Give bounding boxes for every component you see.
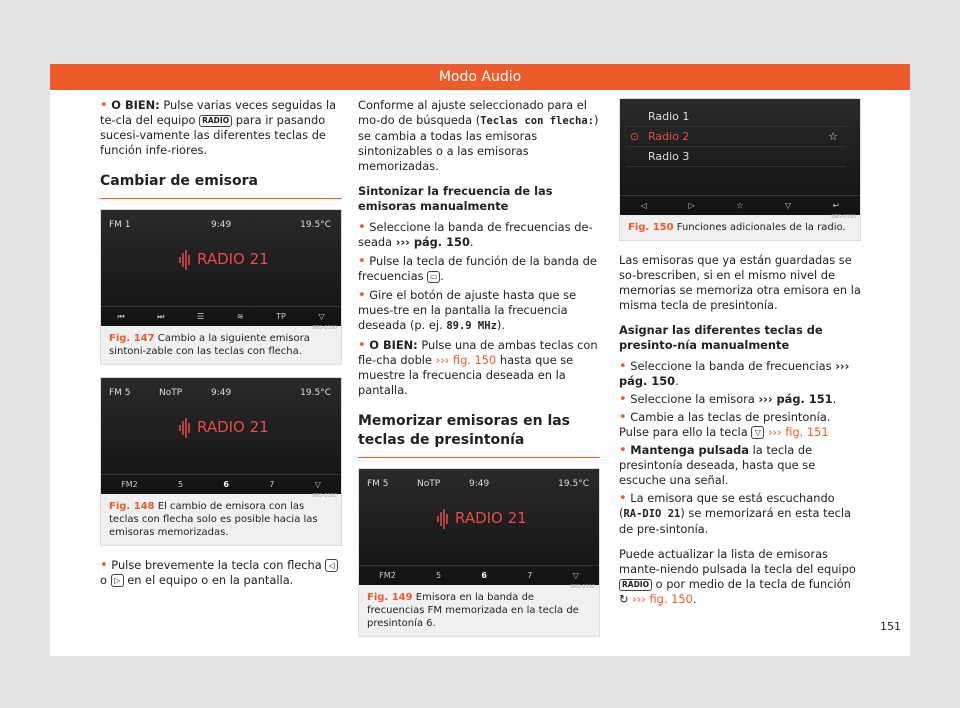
page-ref: ››› pág. 150 <box>395 235 470 249</box>
figure-ref: ››› fig. 150 <box>435 353 497 367</box>
text: hasta que se muestre la frecuencia deseada en la pantalla. <box>358 353 574 397</box>
bullet: • <box>619 443 627 458</box>
paragraph <box>100 558 342 588</box>
page-header: Modo Audio <box>50 64 910 90</box>
preset-label: 7 <box>269 480 275 489</box>
column-2 <box>358 98 600 649</box>
mono-text: 89.9 MHz <box>446 320 497 332</box>
band-label: FM 5 <box>367 479 389 489</box>
text: . <box>469 235 474 249</box>
radio-screen <box>101 378 341 499</box>
station-name: RADIO 21 <box>197 250 269 268</box>
page-ref: ››› pág. 151 <box>758 392 833 406</box>
function-bar <box>101 306 341 326</box>
caption-text: Emisora en la banda de frecuencias FM memorizada en la tecla de presintonía 6. <box>367 592 579 629</box>
chevron-down-icon: ▽ <box>318 312 325 321</box>
bullet: • <box>619 392 627 407</box>
paragraph <box>358 98 600 174</box>
preset-bar <box>101 474 341 494</box>
bullet: • <box>619 491 627 506</box>
figure-code: BRS-0192 <box>312 493 337 499</box>
subheading: Sintonizar la frecuencia de las emisoras manualmente <box>358 184 553 213</box>
bullet: • <box>358 220 366 235</box>
text: Pulse brevemente la tecla con flecha <box>111 558 326 572</box>
bullet: • <box>619 410 627 425</box>
text: . <box>675 374 679 388</box>
station-list <box>626 107 846 167</box>
text: para ir pasando sucesi-vamente las diferentes teclas de función infe-riores. <box>100 113 326 157</box>
bullet: • <box>619 359 627 374</box>
figure-caption <box>359 585 599 636</box>
mono-text: Teclas con flecha: <box>480 115 594 127</box>
figure-code: BRS-0193 <box>831 214 856 220</box>
text: la tecla de presintonía deseada, hasta que se escuche una señal. <box>619 443 816 487</box>
skip-forward-icon: ⏭ <box>157 312 165 321</box>
band-label: FM 1 <box>109 220 131 230</box>
waveform-icon <box>437 509 449 529</box>
preset-label: FM2 <box>379 571 396 580</box>
star-icon: ☆ <box>828 130 838 143</box>
notp-label: NoTP <box>417 479 441 489</box>
caption-text: Cambio a la siguiente emisora sintoni-zable con las teclas con flecha. <box>109 333 310 357</box>
arrow-left-icon: ◁ <box>640 201 647 210</box>
radio-screen <box>101 210 341 331</box>
paragraph <box>619 547 861 607</box>
figure-149 <box>358 468 600 637</box>
preset-label: 5 <box>436 571 442 580</box>
figure-label: Fig. 148 <box>109 501 155 512</box>
chevron-down-icon: ▽ <box>784 201 791 210</box>
figure-code: BRS-0190 <box>312 325 337 331</box>
paragraph: Las emisoras que ya están guardadas se so-brescriben, si en el mismo nivel de memorias se memoriza otra emisora en la misma tecla de presintonía. <box>619 253 861 312</box>
subheading: Asignar las diferentes teclas de presinto-nía manualmente <box>619 323 823 352</box>
back-icon: ↩ <box>832 201 840 210</box>
text: ) se cambia a todas las emisoras sintonizables o a las emisoras memorizadas. <box>358 113 599 173</box>
bullet: • <box>358 254 366 269</box>
page-ref: ››› pág. 150 <box>619 359 850 388</box>
preset-label: 5 <box>178 480 184 489</box>
arrow-right-icon: ▷ <box>111 574 124 587</box>
bullet-item <box>358 220 600 250</box>
radio-list-screen <box>620 99 860 220</box>
arrow-left-icon: ◁ <box>325 559 338 572</box>
text: en el equipo o en la pantalla. <box>123 573 294 587</box>
station-name: RADIO 21 <box>197 418 269 436</box>
column-1 <box>100 98 342 598</box>
chevron-down-icon: ▽ <box>314 480 321 489</box>
figure-caption <box>620 215 860 240</box>
radio-key: RADIO <box>619 579 652 591</box>
text: Puede actualizar la lista de emisoras mante-niendo pulsada la tecla del equipo <box>619 547 856 576</box>
figure-ref: ››› fig. 151 <box>767 425 829 439</box>
text: Gire el botón de ajuste hasta que se mues-tre en la pantalla la frecuencia deseada (p. ej. <box>358 288 577 332</box>
preset-label: 6 <box>223 480 229 489</box>
text: ) se memorizará en esta tecla de pre-sintonía. <box>619 506 851 536</box>
text: Cambie a las teclas de presintonía. Pulse para ello la tecla <box>619 410 831 439</box>
text: Seleccione la emisora <box>630 392 759 406</box>
chevron-down-icon: ▽ <box>572 571 579 580</box>
bullet: • <box>100 98 108 113</box>
waveform-icon <box>179 250 191 270</box>
time-label: 9:49 <box>469 479 490 489</box>
radio-key: RADIO <box>199 115 232 127</box>
caption-text: Funciones adicionales de la radio. <box>676 222 846 233</box>
temperature-label: 19.5°C <box>300 220 331 230</box>
play-icon: ⊙ <box>630 130 640 143</box>
radio-screen <box>359 469 599 590</box>
manual-page <box>50 64 910 656</box>
figure-ref: ››› fig. 150 <box>632 592 693 606</box>
star-icon: ☆ <box>736 201 744 210</box>
bullet: • <box>358 338 366 353</box>
preset-label: 6 <box>481 571 487 580</box>
column-3 <box>619 98 861 617</box>
preset-label: FM2 <box>121 480 138 489</box>
band-key-icon: ▭ <box>427 271 440 283</box>
text: o <box>100 573 111 587</box>
figure-caption <box>101 494 341 545</box>
figure-label: Fig. 147 <box>109 333 155 344</box>
station-label: Radio 1 <box>648 110 690 123</box>
station-label: Radio 3 <box>648 150 690 163</box>
list-item <box>626 127 846 147</box>
preset-bar <box>359 565 599 585</box>
bullet: • <box>358 288 366 303</box>
text: Seleccione la banda de frecuencias de-seada <box>358 220 593 249</box>
text: Pulse varias veces seguidas la te-cla del equipo <box>100 98 337 127</box>
waveform-icon <box>179 418 191 438</box>
arrow-right-icon: ▷ <box>688 201 695 210</box>
text: o por medio de la tecla de función <box>651 577 851 591</box>
function-bar <box>620 195 860 215</box>
skip-back-icon: ⏮ <box>117 312 125 321</box>
list-item <box>626 107 846 127</box>
text: . <box>692 592 697 606</box>
bullet-item <box>358 288 600 334</box>
station-label: Radio 2 <box>648 130 690 143</box>
bullet-item <box>619 392 861 407</box>
figure-label: Fig. 150 <box>628 222 674 233</box>
bullet-item <box>619 491 861 537</box>
figure-code: BRS-0192 <box>570 584 595 590</box>
time-label: 9:49 <box>211 388 232 398</box>
time-label: 9:49 <box>211 220 232 230</box>
chevron-down-icon: ▽ <box>751 426 764 439</box>
refresh-icon: ↻ <box>619 592 629 606</box>
temperature-label: 19.5°C <box>300 388 331 398</box>
list-icon: ☰ <box>197 312 205 321</box>
preset-label: 7 <box>527 571 533 580</box>
temperature-label: 19.5°C <box>558 479 589 489</box>
figure-caption <box>101 326 341 364</box>
section-heading: Memorizar emisoras en las teclas de presintonía <box>358 412 600 458</box>
band-label: FM 5 <box>109 388 131 398</box>
list-item <box>626 147 846 167</box>
notp-label: NoTP <box>159 388 183 398</box>
bold-text: O BIEN: <box>111 98 160 112</box>
text: . <box>440 269 444 283</box>
figure-150 <box>619 98 861 241</box>
text: Pulse la tecla de función de la banda de frecuencias <box>358 254 597 283</box>
bullet-item <box>619 443 861 488</box>
section-heading: Cambiar de emisora <box>100 172 342 199</box>
mono-text: RA-DIO 21 <box>623 508 681 520</box>
figure-147 <box>100 209 342 365</box>
bullet-item <box>358 254 600 284</box>
scan-icon: ≋ <box>236 312 244 321</box>
bold-text: Mantenga pulsada <box>630 443 749 457</box>
paragraph <box>100 98 342 158</box>
bold-text: O BIEN: <box>369 338 418 352</box>
bullet-item <box>619 359 861 389</box>
bullet-item <box>619 410 861 440</box>
tp-label: TP <box>276 312 286 321</box>
station-name: RADIO 21 <box>455 509 527 527</box>
figure-label: Fig. 149 <box>367 592 413 603</box>
text: Seleccione la banda de frecuencias <box>630 359 836 373</box>
text: Conforme al ajuste seleccionado para el mo-do de búsqueda ( <box>358 98 587 127</box>
figure-148 <box>100 377 342 546</box>
text: Pulse una de ambas teclas con fle-cha doble <box>358 338 598 367</box>
bullet: • <box>100 558 108 573</box>
bullet-item <box>358 338 600 398</box>
text: . <box>832 392 837 406</box>
text: La emisora que se está escuchando ( <box>619 491 835 520</box>
caption-text: El cambio de emisora con las teclas con flecha solo es posible hacia las emisoras memorizadas. <box>109 501 318 538</box>
text: ). <box>496 318 505 332</box>
page-number: 151 <box>880 620 901 633</box>
